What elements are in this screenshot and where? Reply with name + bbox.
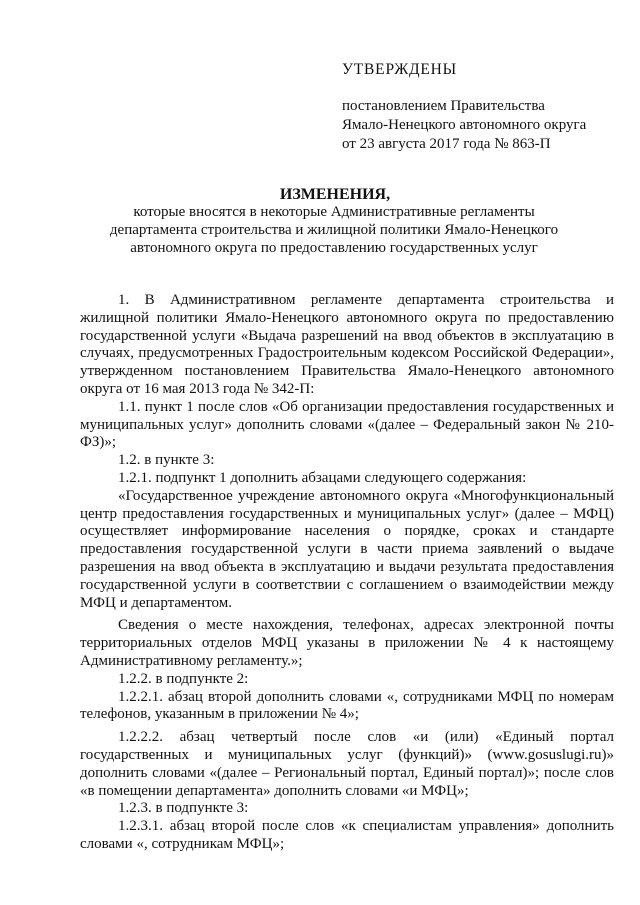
document-title: ИЗМЕНЕНИЯ,: [279, 186, 391, 203]
paragraph-quote-mfc: «Государственное учреждение автономного округа «Многофункциональный центр предоставления государственных и муниципальных услуг» (далее – МФЦ) осуществляет информирование населения о порядке, сроках и стандарте предоставления государственной услуги в части приема заявлений о выдаче разрешения на ввод объекта в эксплуатацию и выдачи результата предоставления государственной услуги в соответствии с соглашением о взаимодействии между МФЦ и департаментом.: [80, 487, 614, 611]
paragraph-1: 1. В Административном регламенте департамента строительства и жилищной политики Ямало-Ненецкого автономного округа по предоставлению государственной услуги «Выдача разрешений на ввод объектов в эксплуатацию в случаях, предусмотренных Градостроительным кодексом Российской Федерации», утвержденном постановлением Правительства Ямало-Ненецкого автономного округа от 16 мая 2013 года № 342-П:: [80, 292, 614, 397]
document-body: [80, 292, 614, 854]
paragraph-1-2-3-1: 1.2.3.1. абзац второй после слов «к специалистам управления» дополнить словами «, сотрудникам МФЦ»;: [80, 818, 614, 852]
paragraph-1-2-2-2: 1.2.2.2. абзац четвертый после слов «и (или) «Единый портал государственных и муниципальных услуг (функций)» (www.gosuslugi.ru)» дополнить словами «(далее – Региональный портал, Единый портал)»; после слов «в помещении департамента» дополнить словами «и МФЦ»;: [80, 729, 614, 799]
subtitle-line: автономного округа по предоставлению государственных услуг: [130, 240, 538, 256]
subtitle-line: которые вносятся в некоторые Административные регламенты: [133, 204, 535, 220]
paragraph-1-2-2-1: 1.2.2.1. абзац второй дополнить словами «, сотрудниками МФЦ по номерам телефонов, указанным в приложении № 4»;: [80, 688, 614, 723]
approval-line: Ямало-Ненецкого автономного округа: [342, 117, 587, 133]
approval-line: от 23 августа 2017 года № 863-П: [342, 136, 551, 152]
paragraph-1-2-3: 1.2.3. в подпункте 3:: [118, 800, 249, 817]
paragraph-1-1: 1.1. пункт 1 после слов «Об организации предоставления государственных и муниципальных услуг» дополнить словами «(далее – Федеральный закон № 210-ФЗ)»;: [80, 398, 614, 451]
paragraph-quote-offices: Сведения о месте нахождения, телефонах, адресах электронной почты территориальных отделов МФЦ указаны в приложении № 4 к настоящему Административному регламенту.»;: [80, 617, 614, 669]
approval-title: УТВЕРЖДЕНЫ: [342, 61, 457, 78]
paragraph-1-2-2: 1.2.2. в подпункте 2:: [118, 670, 249, 687]
approval-block: [342, 60, 632, 154]
subtitle-line: департамента строительства и жилищной политики Ямало-Ненецкого: [109, 222, 559, 238]
paragraph-1-2: 1.2. в пункте 3:: [118, 452, 215, 469]
paragraph-1-2-1: 1.2.1. подпункт 1 дополнить абзацами следующего содержания:: [118, 469, 527, 486]
document-subtitle: [84, 203, 584, 257]
approval-line: постановлением Правительства: [342, 98, 545, 114]
